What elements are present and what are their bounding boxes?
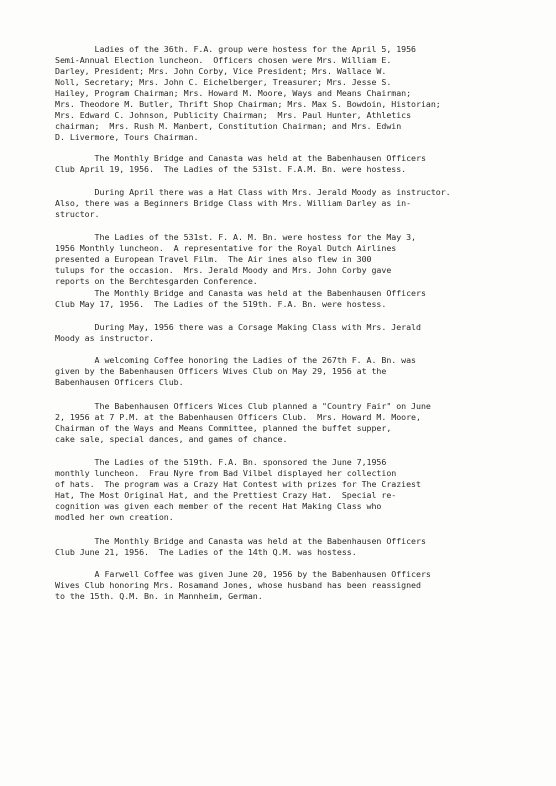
text-line: chairman; Mrs. Rush M. Manbert, Constitution Chairman; and Mrs. Edwin: [55, 121, 402, 131]
text-line: presented a European Travel Film. The Air ines also flew in 300: [55, 254, 372, 264]
text-line: 1956 Monthly luncheon. A representative for the Royal Dutch Airlines: [55, 243, 397, 253]
text-line: tulups for the occasion. Mrs. Jerald Moody and Mrs. John Corby gave: [55, 265, 392, 275]
text-line: The Monthly Bridge and Canasta was held at the Babenhausen Officers: [55, 288, 426, 298]
text-line: 2, 1956 at 7 P.M. at the Babenhausen Officers Club. Mrs. Howard M. Moore,: [55, 412, 421, 422]
text-line: Darley, President; Mrs. John Corby, Vice President; Mrs. Wallace W.: [55, 66, 387, 76]
paragraph-june-luncheon: [55, 457, 545, 523]
text-line: The Ladies of the 519th. F.A. Bn. sponsored the June 7,1956: [55, 457, 387, 467]
text-line: given by the Babenhausen Officers Wives Club on May 29, 1956 at the: [55, 366, 387, 376]
text-line: The Ladies of the 531st. F. A. M. Bn. were hostess for the May 3,: [55, 232, 416, 242]
text-line: cognition was given each member of the recent Hat Making Class who: [55, 501, 382, 511]
text-line: The Monthly Bridge and Canasta was held at the Babenhausen Officers: [55, 153, 426, 163]
text-line: Ladies of the 36th. F.A. group were hostess for the April 5, 1956: [55, 44, 416, 54]
paragraph-welcoming-coffee: [55, 355, 545, 388]
text-line: Mrs. Edward C. Johnson, Publicity Chairman; Mrs. Paul Hunter, Athletics: [55, 110, 412, 120]
text-line: Club May 17, 1956. The Ladies of the 519th. F.A. Bn. were hostess.: [55, 299, 387, 309]
paragraph-corsage-class: [55, 322, 545, 344]
text-line: The Monthly Bridge and Canasta was held at the Babenhausen Officers: [55, 536, 426, 546]
text-line: Mrs. Theodore M. Butler, Thrift Shop Chairman; Mrs. Max S. Bowdoin, Historian;: [55, 99, 441, 109]
text-line: During April there was a Hat Class with Mrs. Jerald Moody as instructor.: [55, 187, 451, 197]
text-line: reports on the Berchtesgarden Conference.: [55, 276, 258, 286]
text-line: Also, there was a Beginners Bridge Class with Mrs. William Darley as in-: [55, 198, 412, 208]
paragraph-farewell-coffee: [55, 569, 545, 602]
text-line: A welcoming Coffee honoring the Ladies of the 267th F. A. Bn. was: [55, 355, 416, 365]
text-line: cake sale, special dances, and games of chance.: [55, 434, 288, 444]
paragraph-bridge-may: [55, 288, 545, 310]
paragraph-election-luncheon: [55, 44, 545, 143]
text-line: Moody as instructor.: [55, 333, 154, 343]
text-line: A Farwell Coffee was given June 20, 1956 by the Babenhausen Officers: [55, 569, 431, 579]
text-line: During May, 1956 there was a Corsage Making Class with Mrs. Jerald: [55, 322, 421, 332]
paragraph-may-luncheon: [55, 232, 545, 287]
text-line: Club April 19, 1956. The Ladies of the 531st. F.A.M. Bn. were hostess.: [55, 164, 407, 174]
text-line: structor.: [55, 209, 100, 219]
text-line: Babenhausen Officers Club.: [55, 377, 184, 387]
text-line: to the 15th. Q.M. Bn. in Mannheim, German.: [55, 591, 263, 601]
paragraph-hat-class: [55, 187, 545, 220]
text-line: Hailey, Program Chairman; Mrs. Howard M. Moore, Ways and Means Chairman;: [55, 88, 412, 98]
text-line: Semi-Annual Election luncheon. Officers chosen were Mrs. William E.: [55, 55, 392, 65]
text-line: Chairman of the Ways and Means Committee, planned the buffet supper,: [55, 423, 392, 433]
paragraph-bridge-june: [55, 536, 545, 558]
text-line: of hats. The program was a Crazy Hat Contest with prizes for The Craziest: [55, 479, 421, 489]
paragraph-bridge-april: [55, 153, 545, 175]
text-line: The Babenhausen Officers Wices Club planned a "Country Fair" on June: [55, 401, 431, 411]
text-line: Hat, The Most Original Hat, and the Prettiest Crazy Hat. Special re-: [55, 490, 397, 500]
text-line: D. Livermore, Tours Chairman.: [55, 132, 199, 142]
text-line: monthly luncheon. Frau Nyre from Bad Vilbel displayed her collection: [55, 468, 397, 478]
text-line: Club June 21, 1956. The Ladies of the 14th Q.M. was hostess.: [55, 547, 357, 557]
text-line: Wives Club honoring Mrs. Rosamand Jones, whose husband has been reassigned: [55, 580, 421, 590]
paragraph-country-fair: [55, 401, 545, 445]
text-line: modled her own creation.: [55, 512, 174, 522]
text-line: Noll, Secretary; Mrs. John C. Eichelberger, Treasurer; Mrs. Jesse S.: [55, 77, 392, 87]
